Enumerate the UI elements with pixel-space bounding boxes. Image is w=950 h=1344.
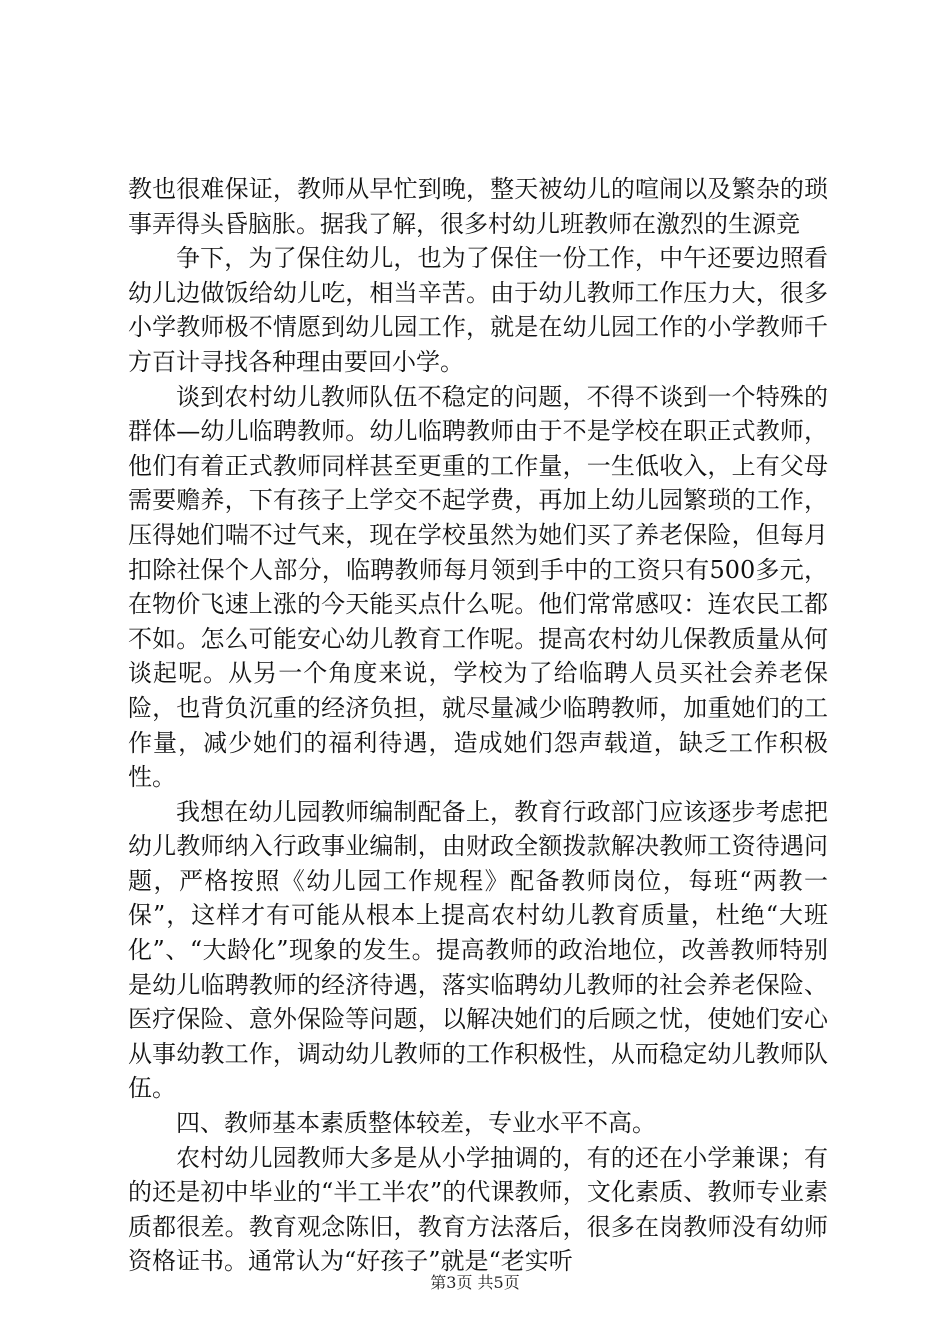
document-body xyxy=(128,172,828,1279)
paragraph: 农村幼儿园教师大多是从小学抽调的，有的还在小学兼课；有的还是初中毕业的“半工半农”的代课教师，文化素质、教师专业素质都很差。教育观念陈旧，教育方法落后，很多在岗教师没有幼师资格证书。通常认为“好孩子”就是“老实听 xyxy=(128,1143,828,1276)
page-number: 第3页 共5页 xyxy=(430,1273,520,1292)
paragraph: 谈到农村幼儿教师队伍不稳定的问题，不得不谈到一个特殊的群体—幼儿临聘教师。幼儿临聘教师由于不是学校在职正式教师，他们有着正式教师同样甚至更重的工作量，一生低收入，上有父母需要赡养，下有孩子上学交不起学费，再加上幼儿园繁琐的工作，压得她们喘不过气来，现在学校虽然为她们买了养老保险，但每月扣除社保个人部分，临聘教师每月领到手中的工资只有500多元，在物价飞速上涨的今天能买点什么呢。他们常常感叹：连农民工都不如。怎么可能安心幼儿教育工作呢。提高农村幼儿保教质量从何谈起呢。从另一个角度来说，学校为了给临聘人员买社会养老保险，也背负沉重的经济负担，就尽量减少临聘教师，加重她们的工作量，减少她们的福利待遇，造成她们怨声载道，缺乏工作积极性。 xyxy=(128,382,828,792)
paragraph: 争下，为了保住幼儿，也为了保住一份工作，中午还要边照看幼儿边做饭给幼儿吃，相当辛苦。由于幼儿教师工作压力大，很多小学教师极不情愿到幼儿园工作，就是在幼儿园工作的小学教师千方百计寻找各种理由要回小学。 xyxy=(128,244,828,376)
paragraph-continued: 教也很难保证，教师从早忙到晚，整天被幼儿的喧闹以及繁杂的琐事弄得头昏脑胀。据我了解，很多村幼儿班教师在激烈的生源竞 xyxy=(128,175,828,238)
paragraph: 我想在幼儿园教师编制配备上，教育行政部门应该逐步考虑把幼儿教师纳入行政事业编制，由财政全额拨款解决教师工资待遇问题，严格按照《幼儿园工作规程》配备教师岗位，每班“两教一保”，这样才有可能从根本上提高农村幼儿教育质量，杜绝“大班化”、“大龄化”现象的发生。提高教师的政治地位，改善教师特别是幼儿临聘教师的经济待遇，落实临聘幼儿教师的社会养老保险、医疗保险、意外保险等问题，以解决她们的后顾之忧，使她们安心从事幼教工作，调动幼儿教师的工作积极性，从而稳定幼儿教师队伍。 xyxy=(128,797,828,1103)
page-footer xyxy=(0,1270,950,1293)
section-heading: 四、教师基本素质整体较差，专业水平不高。 xyxy=(176,1109,656,1138)
